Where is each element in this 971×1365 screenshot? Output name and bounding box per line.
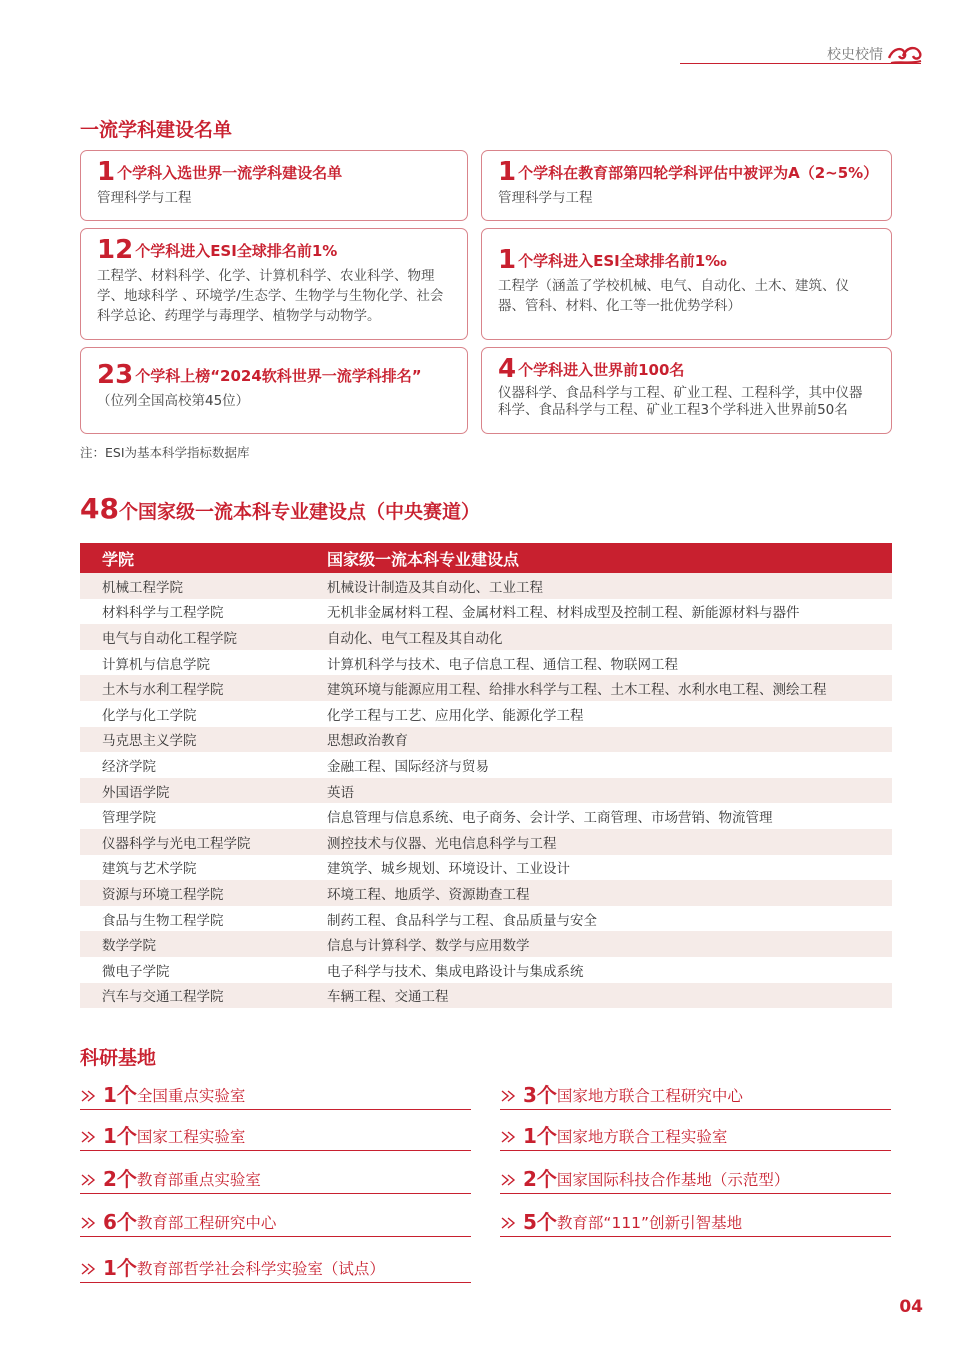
cell-majors: 信息管理与信息系统、电子商务、会计学、工商管理、市场营销、物流管理 bbox=[327, 810, 773, 827]
cell-majors: 测控技术与仪器、光电信息科学与工程 bbox=[327, 835, 557, 852]
majors-table bbox=[80, 543, 892, 1008]
cell-school: 食品与生物工程学院 bbox=[102, 912, 224, 929]
table-row bbox=[80, 752, 892, 778]
research-base-count: 2个 bbox=[523, 1167, 557, 1191]
table-row bbox=[80, 829, 892, 855]
card-number: 1 bbox=[498, 245, 517, 275]
research-title: 科研基地 bbox=[80, 1047, 157, 1069]
cell-school: 汽车与交通工程学院 bbox=[102, 989, 224, 1006]
cloud-emblem-icon bbox=[887, 40, 923, 68]
cell-majors: 无机非金属材料工程、金属材料工程、材料成型及控制工程、新能源材料与器件 bbox=[327, 605, 800, 622]
discipline-card bbox=[80, 150, 468, 221]
cell-majors: 建筑学、城乡规划、环境设计、工业设计 bbox=[327, 861, 570, 878]
cell-school: 仪器科学与光电工程学院 bbox=[102, 835, 251, 852]
cell-school: 机械工程学院 bbox=[102, 579, 183, 596]
card-number: 1 bbox=[97, 157, 116, 187]
table-row bbox=[80, 983, 892, 1009]
cell-majors: 车辆工程、交通工程 bbox=[327, 989, 449, 1006]
header-rule bbox=[680, 63, 921, 64]
table-row bbox=[80, 803, 892, 829]
card-body: 管理科学与工程 bbox=[498, 190, 593, 206]
double-chevron-icon bbox=[80, 1130, 98, 1144]
research-base-item bbox=[80, 1207, 471, 1237]
majors-title-text: 个国家级一流本科专业建设点（中央赛道） bbox=[118, 501, 480, 523]
card-body: 仪器科学、食品科学与工程、矿业工程、工程科学，其中仪器科学、食品科学与工程、矿业工程3个学科进入世界前50名 bbox=[498, 385, 863, 418]
column-header-majors: 国家级一流本科专业建设点 bbox=[327, 549, 520, 569]
card-heading: 个学科进入ESI全球排名前1‰ bbox=[518, 252, 727, 270]
research-base-count: 5个 bbox=[523, 1210, 557, 1234]
research-base-label: 教育部哲学社会科学实验室（试点） bbox=[136, 1260, 385, 1278]
double-chevron-icon bbox=[500, 1089, 518, 1103]
cell-school: 管理学院 bbox=[102, 810, 156, 827]
card-number: 12 bbox=[97, 235, 134, 265]
card-heading: 个学科进入世界前100名 bbox=[518, 361, 685, 379]
card-number: 1 bbox=[498, 157, 517, 187]
double-chevron-icon bbox=[500, 1173, 518, 1187]
table-row bbox=[80, 855, 892, 881]
table-row bbox=[80, 675, 892, 701]
cell-majors: 化学工程与工艺、应用化学、能源化学工程 bbox=[327, 707, 584, 724]
double-chevron-icon bbox=[500, 1130, 518, 1144]
double-chevron-icon bbox=[80, 1216, 98, 1230]
cell-majors: 思想政治教育 bbox=[327, 733, 408, 750]
card-number: 4 bbox=[498, 354, 517, 384]
table-row bbox=[80, 624, 892, 650]
discipline-card bbox=[481, 150, 892, 221]
research-base-count: 1个 bbox=[523, 1124, 557, 1148]
research-base-item bbox=[80, 1121, 471, 1151]
research-base-item bbox=[500, 1207, 891, 1237]
research-base-item bbox=[500, 1080, 891, 1110]
research-base-label: 国家工程实验室 bbox=[136, 1128, 246, 1146]
table-row bbox=[80, 957, 892, 983]
research-base-label: 国家地方联合工程研究中心 bbox=[556, 1087, 743, 1105]
cell-majors: 自动化、电气工程及其自动化 bbox=[327, 630, 503, 647]
research-base-label: 教育部重点实验室 bbox=[136, 1171, 261, 1189]
double-chevron-icon bbox=[80, 1173, 98, 1187]
cell-majors: 电子科学与技术、集成电路设计与集成系统 bbox=[327, 963, 584, 980]
card-body: 管理科学与工程 bbox=[97, 190, 192, 206]
research-base-item bbox=[80, 1253, 471, 1283]
cell-school: 材料科学与工程学院 bbox=[102, 605, 224, 622]
research-base-item bbox=[500, 1121, 891, 1151]
cell-majors: 金融工程、国际经济与贸易 bbox=[327, 758, 489, 775]
discipline-card bbox=[80, 228, 468, 340]
cell-majors: 计算机科学与技术、电子信息工程、通信工程、物联网工程 bbox=[327, 656, 678, 673]
cell-majors: 制药工程、食品科学与工程、食品质量与安全 bbox=[327, 912, 597, 929]
research-base-label: 教育部工程研究中心 bbox=[136, 1214, 277, 1232]
cell-school: 电气与自动化工程学院 bbox=[102, 630, 237, 647]
cell-school: 计算机与信息学院 bbox=[102, 656, 210, 673]
discipline-card bbox=[80, 347, 468, 434]
disciplines-title: 一流学科建设名单 bbox=[80, 119, 233, 141]
cell-school: 土木与水利工程学院 bbox=[102, 682, 224, 699]
research-base-count: 1个 bbox=[103, 1124, 137, 1148]
cell-school: 资源与环境工程学院 bbox=[102, 886, 224, 903]
table-body bbox=[80, 573, 892, 1008]
research-base-item bbox=[80, 1164, 471, 1194]
header-title: 校史校情 bbox=[827, 47, 883, 63]
cell-school: 化学与化工学院 bbox=[102, 707, 197, 724]
footnote: 注：ESI为基本科学指标数据库 bbox=[80, 445, 250, 460]
cell-school: 经济学院 bbox=[102, 758, 156, 775]
card-body: （位列全国高校第45位） bbox=[97, 393, 250, 409]
research-base-label: 全国重点实验室 bbox=[136, 1087, 246, 1105]
cell-majors: 信息与计算科学、数学与应用数学 bbox=[327, 938, 530, 955]
majors-count: 48 bbox=[80, 492, 119, 525]
cell-school: 马克思主义学院 bbox=[102, 733, 197, 750]
card-heading: 个学科进入ESI全球排名前1% bbox=[135, 242, 338, 260]
research-base-count: 1个 bbox=[103, 1083, 137, 1107]
cell-school: 数学学院 bbox=[102, 938, 156, 955]
cell-majors: 英语 bbox=[327, 784, 354, 801]
research-base-label: 国家地方联合工程实验室 bbox=[556, 1128, 728, 1146]
cell-majors: 环境工程、地质学、资源勘查工程 bbox=[327, 886, 530, 903]
table-row bbox=[80, 650, 892, 676]
research-base-count: 1个 bbox=[103, 1256, 137, 1280]
discipline-card bbox=[481, 228, 892, 340]
card-heading: 个学科入选世界一流学科建设名单 bbox=[117, 164, 343, 182]
table-row bbox=[80, 701, 892, 727]
column-header-school: 学院 bbox=[102, 549, 135, 569]
card-heading: 个学科在教育部第四轮学科评估中被评为A（2~5%） bbox=[518, 164, 879, 182]
research-base-item bbox=[80, 1080, 471, 1110]
double-chevron-icon bbox=[80, 1089, 98, 1103]
double-chevron-icon bbox=[80, 1262, 98, 1276]
card-heading: 个学科上榜“2024软科世界一流学科排名” bbox=[135, 367, 422, 385]
cell-majors: 建筑环境与能源应用工程、给排水科学与工程、土木工程、水利水电工程、测绘工程 bbox=[327, 682, 827, 699]
majors-title bbox=[80, 492, 480, 525]
cell-school: 外国语学院 bbox=[102, 784, 170, 801]
page-number: 04 bbox=[899, 1297, 923, 1317]
table-row bbox=[80, 880, 892, 906]
cell-majors: 机械设计制造及其自动化、工业工程 bbox=[327, 579, 543, 596]
research-base-item bbox=[500, 1164, 891, 1194]
double-chevron-icon bbox=[500, 1216, 518, 1230]
table-row bbox=[80, 906, 892, 932]
table-row bbox=[80, 573, 892, 599]
cell-school: 微电子学院 bbox=[102, 963, 170, 980]
cell-school: 建筑与艺术学院 bbox=[102, 861, 197, 878]
card-body: 工程学（涵盖了学校机械、电气、自动化、土木、建筑、仪器、管科、材料、化工等一批优势学科） bbox=[498, 278, 849, 314]
research-base-label: 教育部“111”创新引智基地 bbox=[556, 1214, 743, 1232]
discipline-card bbox=[481, 347, 892, 434]
research-base-count: 3个 bbox=[523, 1083, 557, 1107]
table-row bbox=[80, 778, 892, 804]
card-number: 23 bbox=[97, 360, 134, 390]
table-row bbox=[80, 727, 892, 753]
table-row bbox=[80, 599, 892, 625]
table-header bbox=[80, 543, 892, 573]
card-body: 工程学、材料科学、化学、计算机科学、农业科学、物理学、地球科学 、环境学/生态学、生物学与生物化学、社会科学总论、药理学与毒理学、植物学与动物学。 bbox=[97, 268, 444, 324]
research-base-count: 6个 bbox=[103, 1210, 137, 1234]
table-row bbox=[80, 931, 892, 957]
research-base-label: 国家国际科技合作基地（示范型） bbox=[556, 1171, 790, 1189]
research-base-count: 2个 bbox=[103, 1167, 137, 1191]
